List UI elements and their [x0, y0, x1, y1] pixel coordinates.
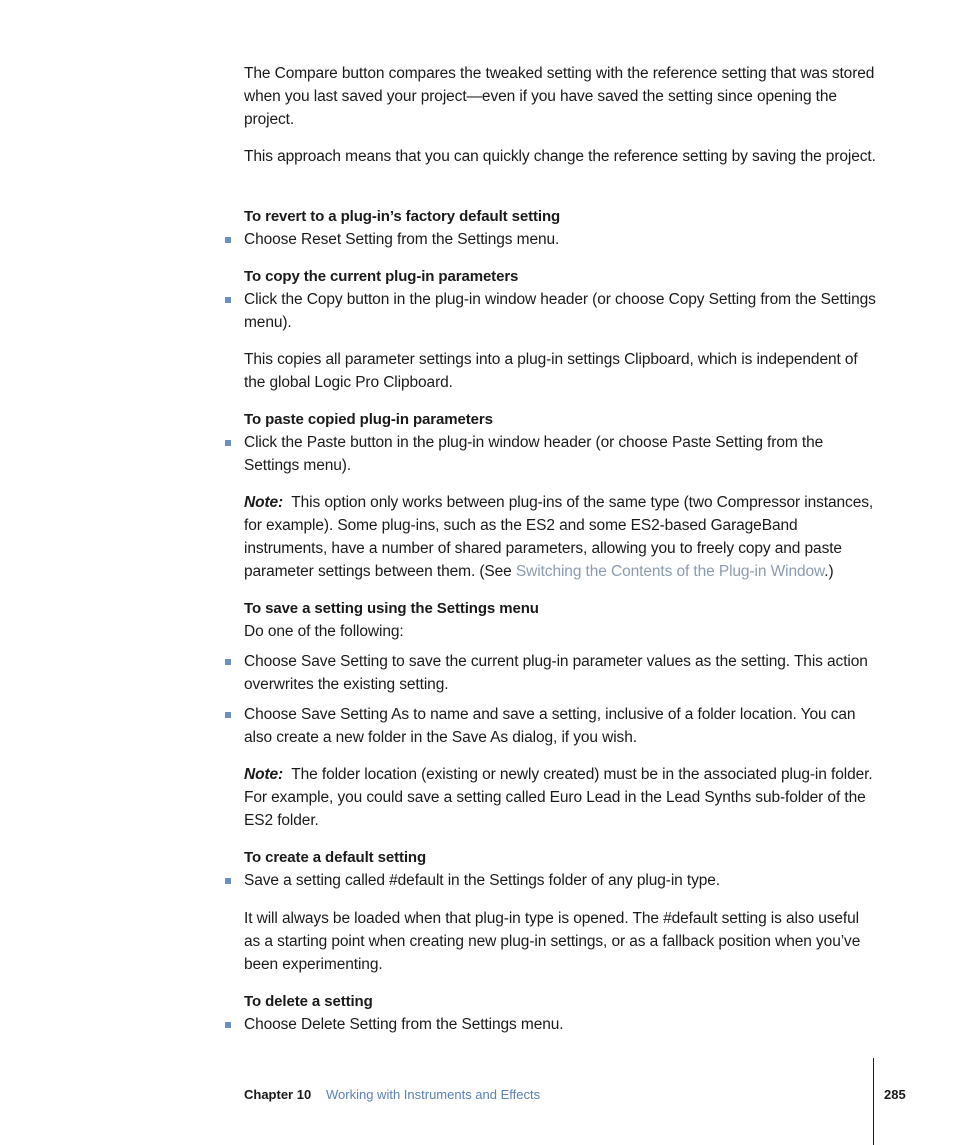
page-number: 285 — [884, 1087, 906, 1102]
save-intro: Do one of the following: — [244, 623, 404, 640]
list-item-save-setting-as: Choose Save Setting As to name and save a setting, inclusive of a folder location. You can also create a new folder in the Save As dialog, if you wish. — [244, 706, 856, 746]
note-label: Note: — [244, 494, 284, 511]
bullet-square-icon — [225, 237, 231, 243]
list-item-paste: Click the Paste button in the plug-in window header (or choose Paste Setting from the Settings menu). — [244, 434, 824, 474]
bullet-square-icon — [225, 1022, 231, 1028]
heading-revert: To revert to a plug-in’s factory default setting — [244, 208, 561, 225]
list-item-default: Save a setting called #default in the Settings folder of any plug-in type. — [244, 872, 720, 889]
note-text: The folder location (existing or newly created) must be in the associated plug-in folder. For example, you could save a setting called Euro Lead in the Lead Synths sub-folder of the ES2 folder. — [244, 766, 873, 829]
heading-paste: To paste copied plug-in parameters — [244, 411, 493, 428]
note-folder — [244, 763, 876, 832]
list-item-delete: Choose Delete Setting from the Settings menu. — [244, 1016, 564, 1033]
heading-copy: To copy the current plug-in parameters — [244, 268, 519, 285]
bullet-square-icon — [225, 659, 231, 665]
cross-reference-link[interactable]: Switching the Contents of the Plug-in Window — [515, 563, 825, 580]
bullet-square-icon — [225, 440, 231, 446]
heading-delete: To delete a setting — [244, 993, 373, 1010]
paragraph-compare: The Compare button compares the tweaked setting with the reference setting that was stored when you last saved your project—even if you have saved the setting since opening the project. — [244, 65, 875, 128]
note-text-end: .) — [824, 563, 834, 580]
paragraph-approach: This approach means that you can quickly change the reference setting by saving the project. — [244, 148, 876, 165]
bullet-square-icon — [225, 878, 231, 884]
paragraph-default: It will always be loaded when that plug-in type is opened. The #default setting is also useful as a starting point when creating new plug-in settings, or as a fallback position when you’ve been experimenting. — [244, 910, 861, 973]
list-item-revert: Choose Reset Setting from the Settings menu. — [244, 231, 560, 248]
list-item-copy: Click the Copy button in the plug-in window header (or choose Copy Setting from the Settings menu). — [244, 291, 876, 331]
paragraph-copy-clipboard: This copies all parameter settings into a plug-in settings Clipboard, which is independent of the global Logic Pro Clipboard. — [244, 351, 858, 391]
note-paste — [244, 491, 876, 583]
heading-default: To create a default setting — [244, 849, 427, 866]
footer-chapter-label: Chapter 10 — [244, 1087, 312, 1102]
footer-chapter-title[interactable]: Working with Instruments and Effects — [326, 1087, 541, 1102]
note-label: Note: — [244, 766, 284, 783]
bullet-square-icon — [225, 712, 231, 718]
note-text: This option only works between plug-ins of the same type (two Compressor instances, for example). Some plug-ins, such as the ES2 and some ES2-based GarageBand instruments, have a number of shared parameters, allowing you to freely copy and paste parameter settings between them. (See — [244, 494, 874, 580]
heading-save: To save a setting using the Settings menu — [244, 600, 539, 617]
list-item-save-setting: Choose Save Setting to save the current plug-in parameter values as the setting. This action overwrites the existing setting. — [244, 653, 868, 693]
footer-divider — [873, 1058, 874, 1145]
bullet-square-icon — [225, 297, 231, 303]
